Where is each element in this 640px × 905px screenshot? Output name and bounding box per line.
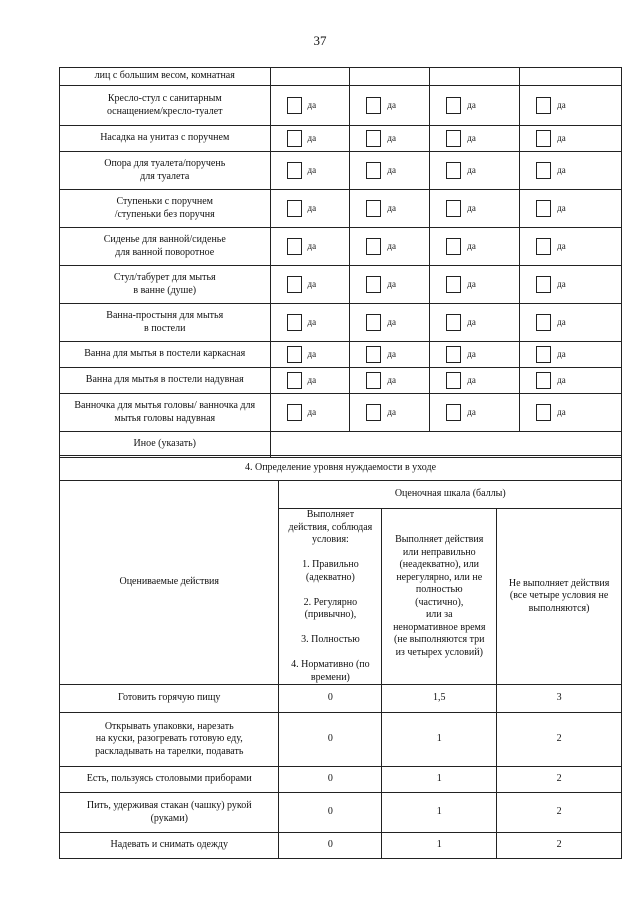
equipment-row: [60, 342, 622, 368]
checkbox-label: да: [387, 164, 396, 175]
equipment-row: [60, 368, 622, 394]
care-row: [60, 793, 622, 833]
equipment-name: Ванна для мытья в постели надувная: [60, 368, 271, 394]
checkbox[interactable]: [287, 276, 302, 293]
care-action: Готовить горячую пищу: [60, 685, 279, 713]
equipment-name: Ступеньки с поручнем /ступеньки без поручня: [60, 190, 271, 228]
checkbox[interactable]: [446, 346, 461, 363]
check-cell: [270, 190, 350, 228]
equipment-name: Ванна-простыня для мытья в постели: [60, 304, 271, 342]
checkbox[interactable]: [446, 162, 461, 179]
checkbox-label: да: [467, 348, 476, 359]
care-action: Пить, удерживая стакан (чашку) рукой (руками): [60, 793, 279, 833]
score-value: 0: [279, 713, 382, 767]
checkbox[interactable]: [287, 238, 302, 255]
equipment-name: Кресло-стул с санитарным оснащением/кресло-туалет: [60, 86, 271, 126]
check-cell: [520, 368, 622, 394]
checkbox-label: да: [387, 406, 396, 417]
check-cell: [520, 266, 622, 304]
equipment-row: [60, 190, 622, 228]
score-value: 2: [497, 713, 622, 767]
check-cell: [430, 304, 520, 342]
checkbox[interactable]: [366, 372, 381, 389]
actions-header: Оцениваемые действия: [60, 481, 279, 685]
check-cell: [520, 304, 622, 342]
care-action: Есть, пользуясь столовыми приборами: [60, 767, 279, 793]
check-cell: [350, 190, 430, 228]
score-value: 0: [279, 767, 382, 793]
checkbox[interactable]: [366, 200, 381, 217]
score-col-header-1: Выполняет действия или неправильно (неадекватно), или нерегулярно, или не полностью (частично), или за ненормативное время (не выполняются три из четырех условий): [382, 509, 497, 685]
checkbox-label: да: [557, 240, 566, 251]
check-cell: [270, 126, 350, 152]
equipment-row: [60, 68, 622, 86]
checkbox-label: да: [557, 99, 566, 110]
score-value: 1: [382, 767, 497, 793]
score-value: 1: [382, 833, 497, 859]
checkbox[interactable]: [446, 276, 461, 293]
checkbox[interactable]: [446, 97, 461, 114]
checkbox[interactable]: [366, 130, 381, 147]
check-cell: [430, 126, 520, 152]
checkbox[interactable]: [536, 97, 551, 114]
check-cell: [270, 86, 350, 126]
checkbox[interactable]: [446, 200, 461, 217]
checkbox-label: да: [557, 278, 566, 289]
checkbox-label: да: [307, 278, 317, 289]
check-cell: [270, 266, 350, 304]
check-cell: [270, 228, 350, 266]
checkbox-label: да: [557, 202, 566, 213]
checkbox-label: да: [557, 374, 566, 385]
check-cell: [270, 368, 350, 394]
score-value: 2: [497, 833, 622, 859]
check-cell: [350, 266, 430, 304]
score-value: 1,5: [382, 685, 497, 713]
checkbox-label: да: [387, 316, 396, 327]
equipment-row: [60, 152, 622, 190]
score-value: 1: [382, 793, 497, 833]
score-value: 2: [497, 767, 622, 793]
other-label: Иное (указать): [60, 432, 271, 458]
checkbox-label: да: [307, 164, 317, 175]
checkbox[interactable]: [366, 97, 381, 114]
checkbox[interactable]: [536, 238, 551, 255]
checkbox[interactable]: [446, 372, 461, 389]
score-value: 0: [279, 833, 382, 859]
checkbox[interactable]: [287, 346, 302, 363]
checkbox-label: да: [557, 406, 566, 417]
checkbox[interactable]: [446, 404, 461, 421]
checkbox-label: да: [387, 132, 396, 143]
section-title: 4. Определение уровня нуждаемости в уходе: [60, 456, 622, 481]
score-col-header-2: Не выполняет действия (все четыре условия не выполняются): [497, 509, 622, 685]
equipment-row: [60, 86, 622, 126]
check-cell: [430, 342, 520, 368]
check-cell: [520, 68, 622, 86]
checkbox[interactable]: [446, 238, 461, 255]
care-needs-table: [59, 455, 622, 859]
equipment-name: Сиденье для ванной/сиденье для ванной поворотное: [60, 228, 271, 266]
checkbox-label: да: [307, 406, 317, 417]
checkbox-label: да: [387, 348, 396, 359]
checkbox-label: да: [307, 202, 317, 213]
checkbox[interactable]: [536, 200, 551, 217]
checkbox-label: да: [557, 348, 566, 359]
checkbox-label: да: [307, 240, 317, 251]
score-col-header-0: Выполняет действия, соблюдая условия: 1. Правильно (адекватно) 2. Регулярно (привычно), 3. Полностью 4. Нормативно (по времени): [279, 509, 382, 685]
checkbox-label: да: [557, 164, 566, 175]
checkbox[interactable]: [536, 130, 551, 147]
checkbox[interactable]: [536, 372, 551, 389]
checkbox-label: да: [467, 278, 476, 289]
equipment-row: [60, 394, 622, 432]
check-cell: [520, 394, 622, 432]
check-cell: [350, 68, 430, 86]
equipment-row: [60, 266, 622, 304]
equipment-row: [60, 304, 622, 342]
check-cell: [520, 342, 622, 368]
checkbox-label: да: [387, 99, 396, 110]
check-cell: [350, 368, 430, 394]
checkbox-label: да: [557, 132, 566, 143]
checkbox[interactable]: [287, 372, 302, 389]
equipment-table: [59, 67, 622, 458]
other-row: [60, 432, 622, 458]
checkbox[interactable]: [536, 276, 551, 293]
checkbox-label: да: [467, 240, 476, 251]
checkbox-label: да: [467, 316, 476, 327]
checkbox-label: да: [307, 348, 317, 359]
care-row: [60, 833, 622, 859]
score-value: 0: [279, 793, 382, 833]
equipment-name: лиц с большим весом, комнатная: [60, 68, 271, 86]
checkbox[interactable]: [287, 200, 302, 217]
checkbox[interactable]: [287, 314, 302, 331]
check-cell: [350, 342, 430, 368]
check-cell: [350, 86, 430, 126]
check-cell: [430, 266, 520, 304]
care-action: Открывать упаковки, нарезать на куски, разогревать готовую еду, раскладывать на тарелки, подавать: [60, 713, 279, 767]
checkbox-label: да: [467, 202, 476, 213]
check-cell: [270, 342, 350, 368]
equipment-name: Опора для туалета/поручень для туалета: [60, 152, 271, 190]
checkbox-label: да: [387, 202, 396, 213]
check-cell: [350, 152, 430, 190]
checkbox-label: да: [387, 240, 396, 251]
score-value: 0: [279, 685, 382, 713]
check-cell: [350, 228, 430, 266]
check-cell: [520, 228, 622, 266]
equipment-row: [60, 228, 622, 266]
checkbox-label: да: [307, 374, 317, 385]
check-cell: [270, 304, 350, 342]
equipment-name: Ванна для мытья в постели каркасная: [60, 342, 271, 368]
checkbox[interactable]: [366, 276, 381, 293]
checkbox-label: да: [387, 278, 396, 289]
check-cell: [430, 152, 520, 190]
checkbox[interactable]: [287, 162, 302, 179]
check-cell: [520, 190, 622, 228]
checkbox[interactable]: [536, 162, 551, 179]
check-cell: [270, 68, 350, 86]
equipment-name: Ванночка для мытья головы/ ванночка для мытья головы надувная: [60, 394, 271, 432]
check-cell: [350, 126, 430, 152]
checkbox-label: да: [387, 374, 396, 385]
check-cell: [520, 152, 622, 190]
checkbox[interactable]: [366, 314, 381, 331]
checkbox[interactable]: [287, 97, 302, 114]
checkbox[interactable]: [287, 404, 302, 421]
care-row: [60, 685, 622, 713]
check-cell: [350, 394, 430, 432]
checkbox-label: да: [467, 406, 476, 417]
check-cell: [350, 304, 430, 342]
care-row: [60, 713, 622, 767]
checkbox-label: да: [467, 132, 476, 143]
score-value: 1: [382, 713, 497, 767]
checkbox[interactable]: [536, 314, 551, 331]
equipment-name: Насадка на унитаз с поручнем: [60, 126, 271, 152]
scale-header: Оценочная шкала (баллы): [279, 481, 622, 509]
check-cell: [520, 86, 622, 126]
check-cell: [430, 86, 520, 126]
checkbox[interactable]: [536, 346, 551, 363]
check-cell: [430, 394, 520, 432]
checkbox-label: да: [467, 99, 476, 110]
check-cell: [430, 228, 520, 266]
care-action: Надевать и снимать одежду: [60, 833, 279, 859]
checkbox[interactable]: [366, 346, 381, 363]
checkbox-label: да: [307, 99, 317, 110]
checkbox[interactable]: [536, 404, 551, 421]
check-cell: [270, 152, 350, 190]
page-number: 37: [313, 33, 327, 48]
checkbox[interactable]: [287, 130, 302, 147]
check-cell: [430, 190, 520, 228]
check-cell: [430, 68, 520, 86]
score-value: 2: [497, 793, 622, 833]
checkbox-label: да: [557, 316, 566, 327]
score-value: 3: [497, 685, 622, 713]
checkbox-label: да: [467, 374, 476, 385]
checkbox[interactable]: [366, 238, 381, 255]
checkbox-label: да: [307, 132, 317, 143]
equipment-name: Стул/табурет для мытья в ванне (душе): [60, 266, 271, 304]
checkbox-label: да: [467, 164, 476, 175]
check-cell: [270, 394, 350, 432]
other-input[interactable]: [270, 432, 622, 458]
checkbox[interactable]: [366, 404, 381, 421]
checkbox[interactable]: [366, 162, 381, 179]
checkbox[interactable]: [446, 314, 461, 331]
check-cell: [430, 368, 520, 394]
care-row: [60, 767, 622, 793]
checkbox[interactable]: [446, 130, 461, 147]
check-cell: [520, 126, 622, 152]
checkbox-label: да: [307, 316, 317, 327]
equipment-row: [60, 126, 622, 152]
